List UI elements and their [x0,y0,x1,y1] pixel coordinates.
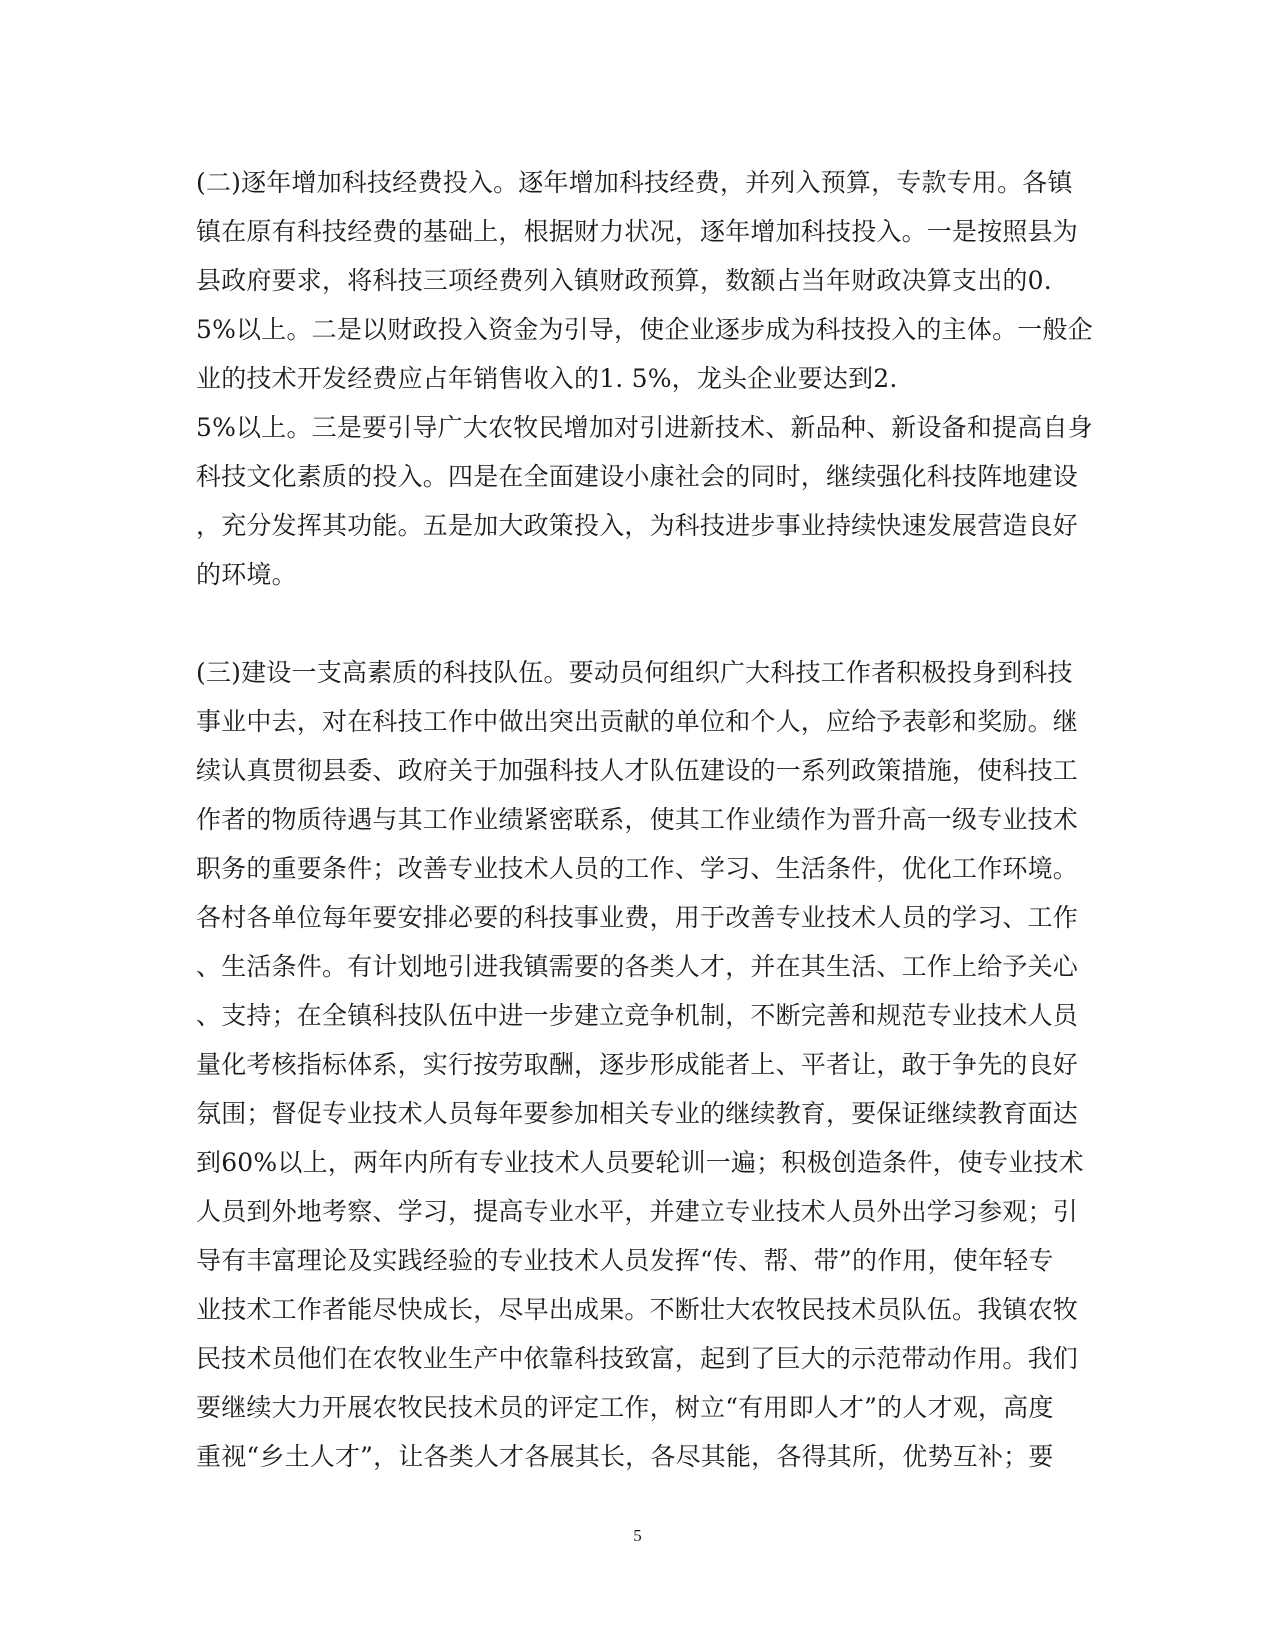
paragraph-science-team [196,648,1084,1481]
page-number: 5 [633,1526,642,1545]
text-line: 重视“乡土人才”，让各类人才各展其长，各尽其能，各得其所，优势互补；要 [196,1442,1054,1471]
text-line: 业技术工作者能尽快成长，尽早出成果。不断壮大农牧民技术员队伍。我镇农牧 [196,1295,1079,1324]
text-line: 要继续大力开展农牧民技术员的评定工作，树立“有用即人才”的人才观，高度 [196,1393,1054,1422]
text-line: 事业中去，对在科技工作中做出突出贡献的单位和个人，应给予表彰和奖励。继 [196,707,1079,736]
text-line: 到60%以上，两年内所有专业技术人员要轮训一遍；积极创造条件，使专业技术 [196,1148,1084,1177]
text-line: 民技术员他们在农牧业生产中依靠科技致富，起到了巨大的示范带动作用。我们 [196,1344,1079,1373]
text-line: 导有丰富理论及实践经验的专业技术人员发挥“传、帮、带”的作用，使年轻专 [196,1246,1054,1275]
text-line: 5%以上。二是以财政投入资金为引导，使企业逐步成为科技投入的主体。一般企 [196,315,1093,344]
text-line: (二)逐年增加科技经费投入。逐年增加科技经费，并列入预算，专款专用。各镇 [196,168,1073,197]
text-line: 作者的物质待遇与其工作业绩紧密联系，使其工作业绩作为晋升高一级专业技术 [196,805,1079,834]
text-line: 氛围；督促专业技术人员每年要参加相关专业的继续教育，要保证继续教育面达 [196,1099,1079,1128]
text-line: 5%以上。三是要引导广大农牧民增加对引进新技术、新品种、新设备和提高自身 [196,413,1093,442]
text-line: (三)建设一支高素质的科技队伍。要动员何组织广大科技工作者积极投身到科技 [196,658,1073,687]
text-line: 的环境。 [196,560,297,589]
text-line: 、生活条件。有计划地引进我镇需要的各类人才，并在其生活、工作上给予关心 [196,952,1079,981]
text-line: 续认真贯彻县委、政府关于加强科技人才队伍建设的一系列政策措施，使科技工 [196,756,1079,785]
text-line: 业的技术开发经费应占年销售收入的1. 5%，龙头企业要达到2. [196,364,898,393]
text-line: 县政府要求，将科技三项经费列入镇财政预算，数额占当年财政决算支出的0. [196,266,1052,295]
text-line: 科技文化素质的投入。四是在全面建设小康社会的同时，继续强化科技阵地建设 [196,462,1079,491]
text-line: 、支持；在全镇科技队伍中进一步建立竞争机制，不断完善和规范专业技术人员 [196,1001,1079,1030]
text-line: 量化考核指标体系，实行按劳取酬，逐步形成能者上、平者让，敢于争先的良好 [196,1050,1079,1079]
text-line: 各村各单位每年要安排必要的科技事业费，用于改善专业技术人员的学习、工作 [196,903,1079,932]
text-line: 职务的重要条件；改善专业技术人员的工作、学习、生活条件，优化工作环境。 [196,854,1079,883]
text-line: 镇在原有科技经费的基础上，根据财力状况，逐年增加科技投入。一是按照县为 [196,217,1079,246]
text-line: 人员到外地考察、学习，提高专业水平，并建立专业技术人员外出学习参观；引 [196,1197,1079,1226]
paragraph-science-funding [196,158,1093,599]
text-line: ，充分发挥其功能。五是加大政策投入，为科技进步事业持续快速发展营造良好 [196,511,1079,540]
